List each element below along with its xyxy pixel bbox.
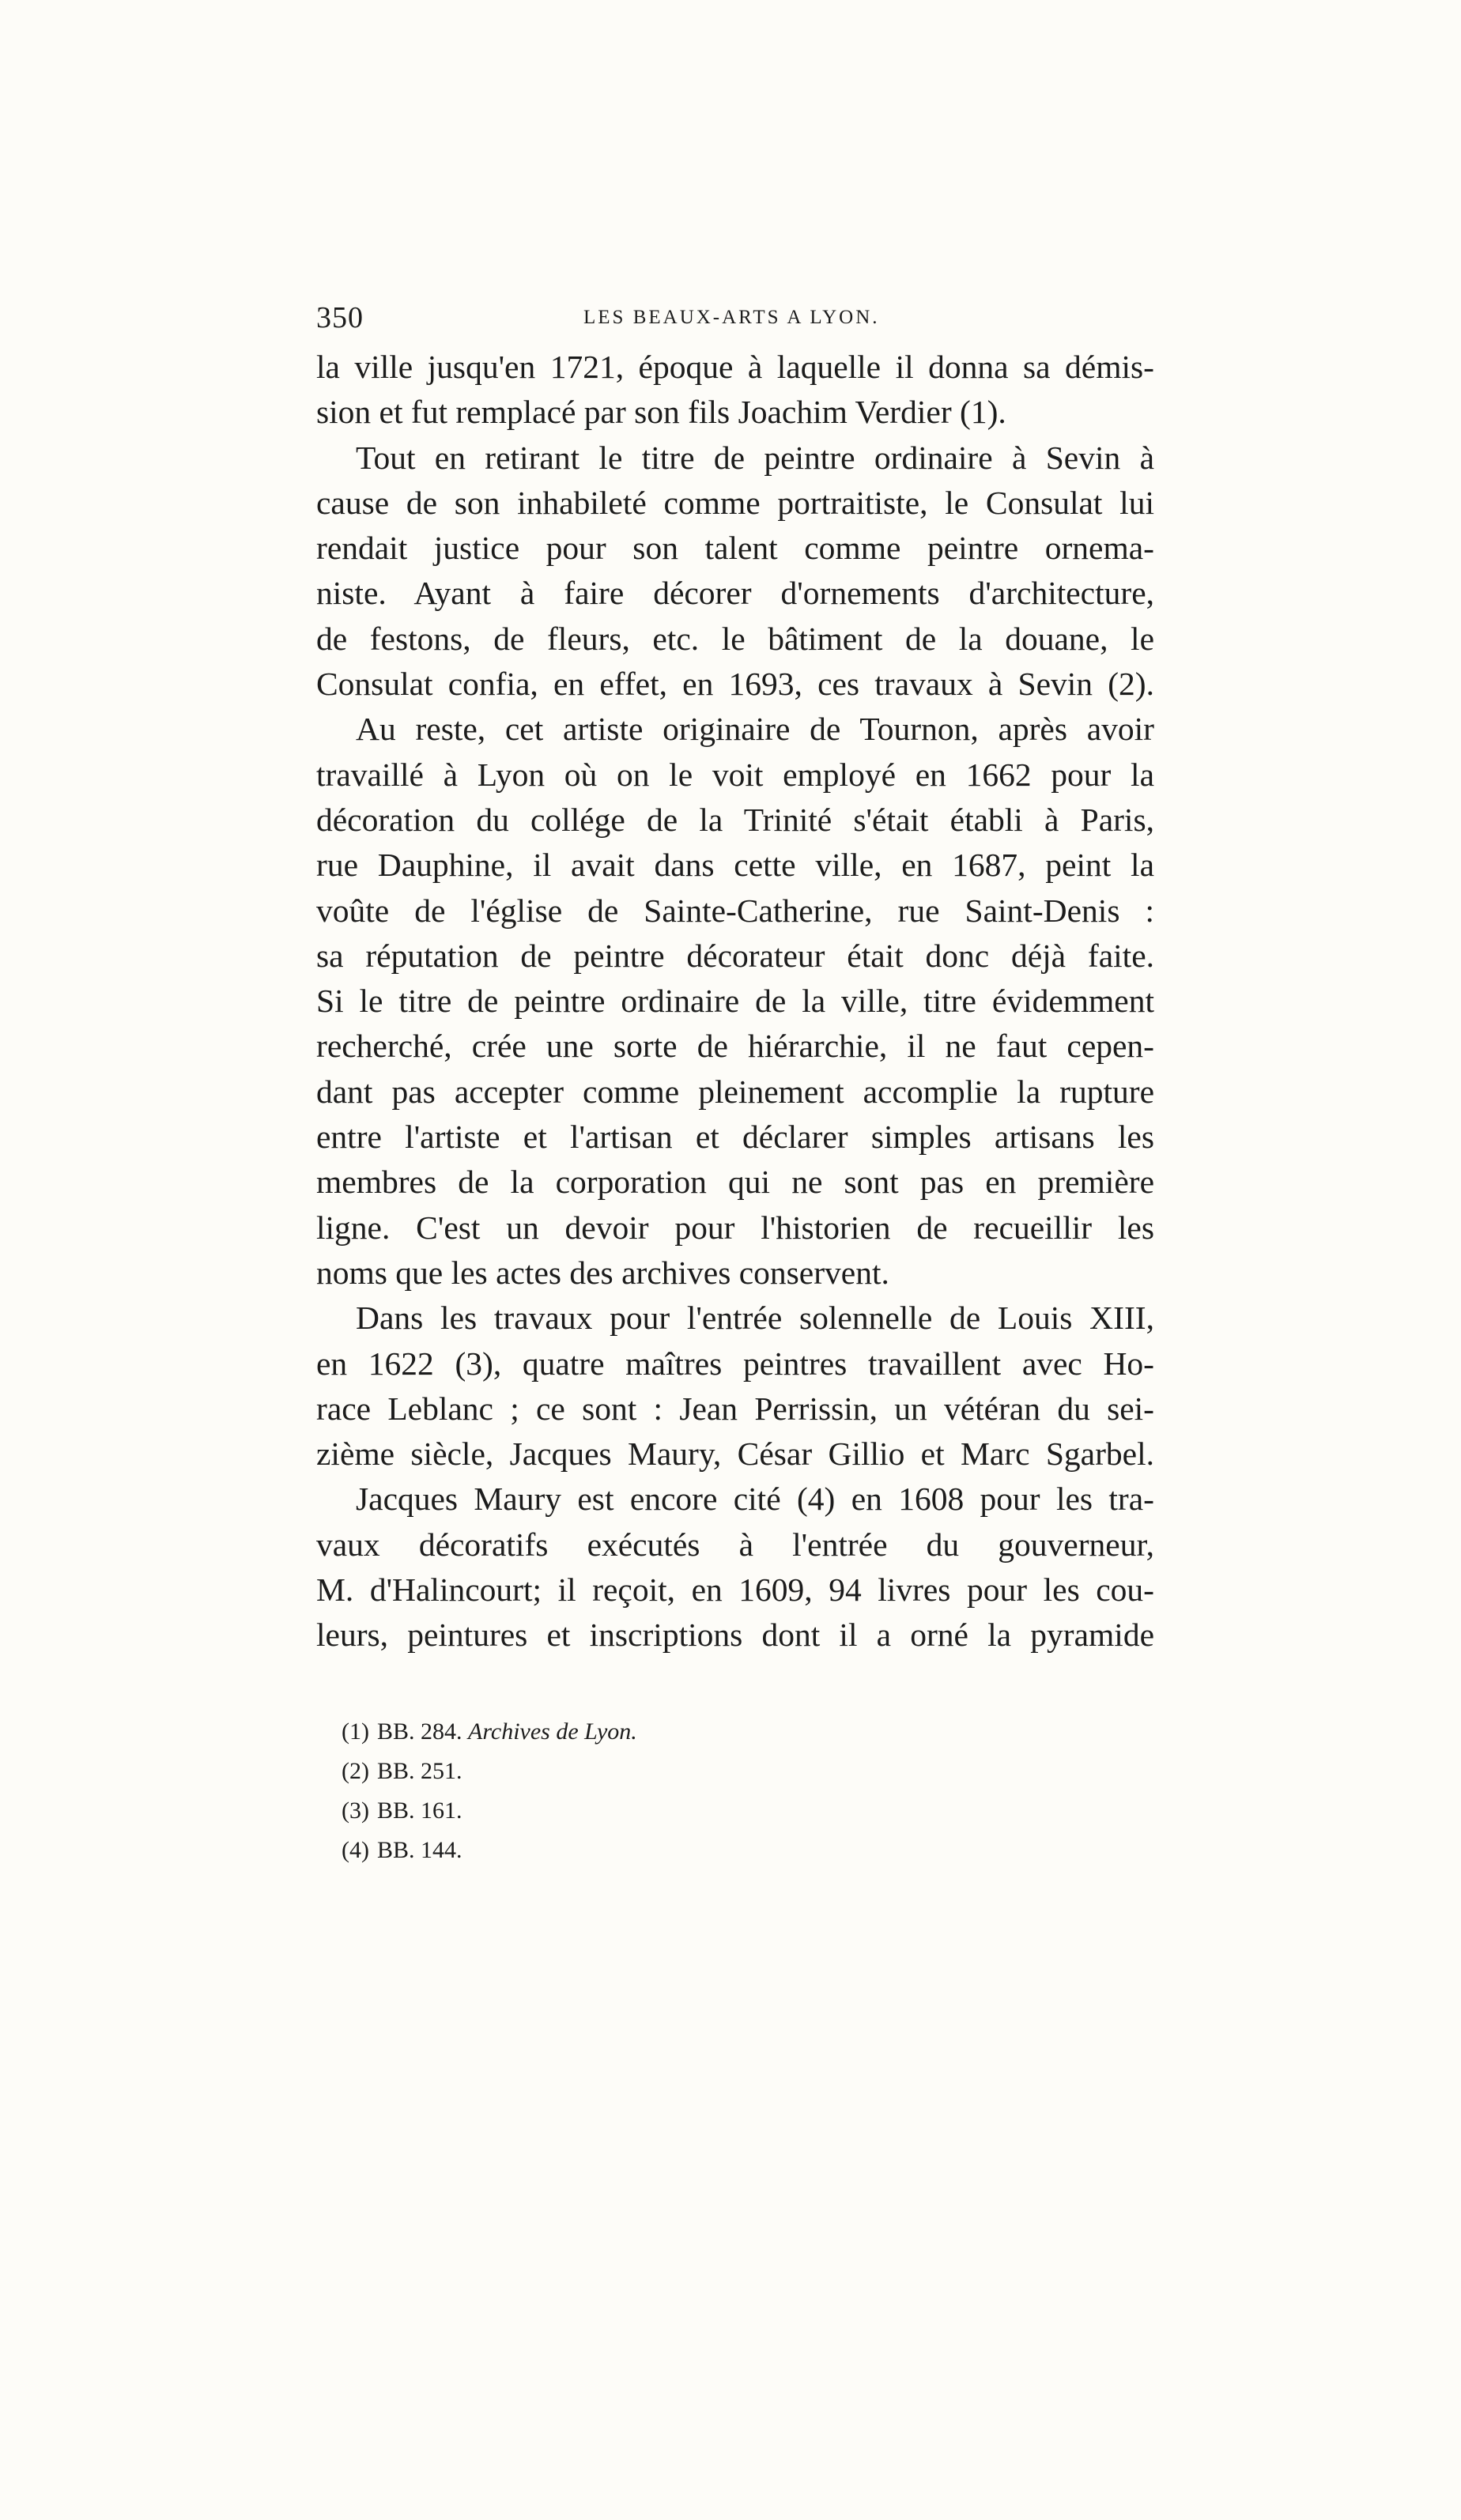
text-line: membres de la corporation qui ne sont pas en première [316,1164,1154,1201]
text-line: M. d'Halincourt; il reçoit, en 1609, 94 livres pour les cou- [316,1571,1154,1609]
footnote-mark: (3) [342,1797,369,1824]
text-line: Tout en retirant le titre de peintre ordinaire à Sevin à [356,439,1154,476]
text-line: décoration du collége de la Trinité s'était établi à Paris, [316,801,1154,838]
text-line: rue Dauphine, il avait dans cette ville, en 1687, peint la [316,847,1154,884]
text-line: la ville jusqu'en 1721, époque à laquelle il donna sa démis- [316,349,1154,385]
paragraph-5 [316,1477,1154,1658]
text-line: dant pas accepter comme pleinement accomplie la rupture [316,1073,1154,1110]
footnote-text: BB. 251. [376,1757,462,1784]
text-line: entre l'artiste et l'artisan et déclarer simples artisans les [316,1119,1154,1156]
footnote-italic: Archives de Lyon. [468,1718,637,1745]
paragraph-4 [316,1296,1154,1477]
footnote-mark: (1) [342,1718,369,1745]
footnotes [316,1712,1154,1870]
text-line: rendait justice pour son talent comme peintre ornema- [316,530,1154,567]
text-line: vaux décoratifs exécutés à l'entrée du gouverneur, [316,1526,1154,1563]
footnote-2 [342,1752,1154,1791]
text-line: race Leblanc ; ce sont : Jean Perrissin, un vétéran du sei- [316,1390,1154,1427]
footnote-text: BB. 284. [376,1718,462,1745]
text-line: travaillé à Lyon où on le voit employé en 1662 pour la [316,756,1154,793]
text-line: voûte de l'église de Sainte-Catherine, rue Saint-Denis : [316,892,1154,929]
text-line: niste. Ayant à faire décorer d'ornements d'architecture, [316,575,1154,612]
text-line: de festons, de fleurs, etc. le bâtiment de la douane, le [316,620,1154,657]
book-page [316,300,1154,1870]
text-line: en 1622 (3), quatre maîtres peintres travaillent avec Ho- [316,1345,1154,1382]
page-number: 350 [316,301,364,334]
paragraph-3 [316,707,1154,1296]
footnote-mark: (2) [342,1757,369,1784]
footnote-text: BB. 161. [376,1797,462,1824]
text-line: sion et fut remplacé par son fils Joachim Verdier (1). [316,394,1006,431]
text-line: Au reste, cet artiste originaire de Tournon, après avoir [356,711,1154,748]
text-line: ligne. C'est un devoir pour l'historien de recueillir les [316,1209,1154,1246]
footnote-4 [342,1831,1154,1870]
footnote-mark: (4) [342,1836,369,1863]
body-text [316,345,1154,1658]
text-line: cause de son inhabileté comme portraitiste, le Consulat lui [316,484,1154,521]
text-line: Jacques Maury est encore cité (4) en 1608 pour les tra- [356,1481,1154,1518]
text-line: Consulat confia, en effet, en 1693, ces travaux à Sevin (2). [316,666,1154,703]
footnote-1 [342,1712,1154,1752]
paragraph-2 [316,436,1154,707]
text-line: zième siècle, Jacques Maury, César Gillio et Marc Sgarbel. [316,1435,1154,1473]
paragraph-1 [316,345,1154,436]
text-line: leurs, peintures et inscriptions dont il a orné la pyramide [316,1616,1154,1654]
text-line: Dans les travaux pour l'entrée solennelle de Louis XIII, [356,1300,1154,1337]
running-head [316,300,1154,345]
text-line: noms que les actes des archives conservent. [316,1254,889,1291]
footnote-text: BB. 144. [376,1836,462,1863]
footnote-3 [342,1791,1154,1831]
running-title: LES BEAUX-ARTS A LYON. [583,307,880,328]
text-line: recherché, crée une sorte de hiérarchie, il ne faut cepen- [316,1028,1154,1065]
text-line: sa réputation de peintre décorateur était donc déjà faite. [316,937,1154,974]
text-line: Si le titre de peintre ordinaire de la ville, titre évidemment [316,983,1154,1020]
